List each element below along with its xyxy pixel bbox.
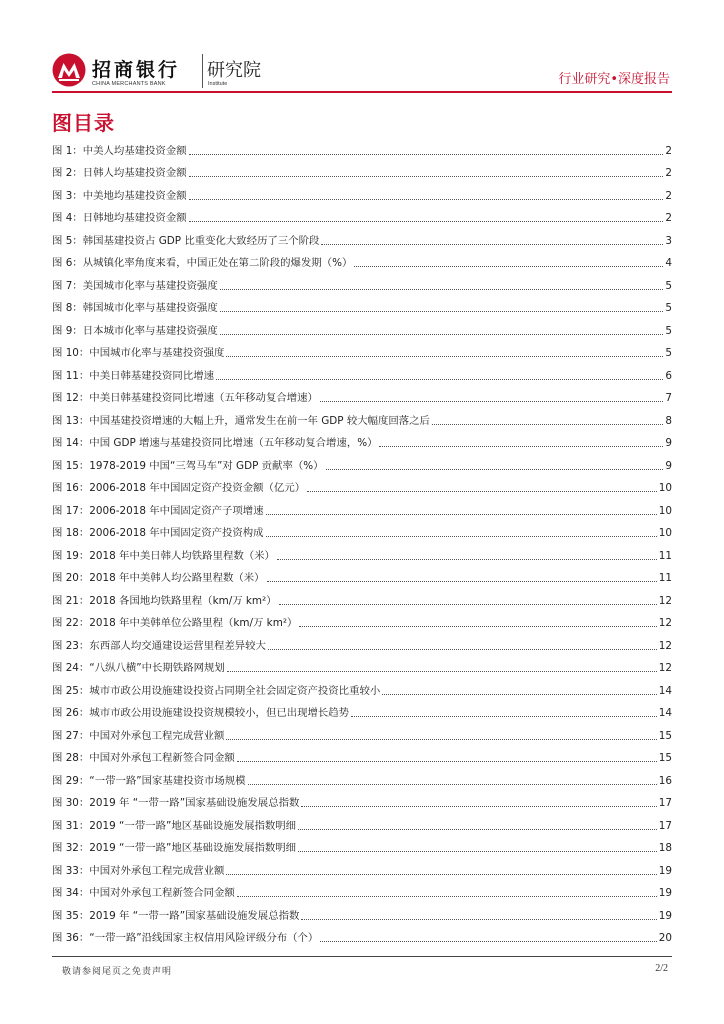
- toc-entry-label: 图 29：“一带一路”国家基建投资市场规模: [52, 774, 246, 787]
- toc-dot-leader: [227, 671, 657, 672]
- toc-entry[interactable]: [52, 924, 672, 947]
- toc-dot-leader: [301, 919, 656, 920]
- toc-entry[interactable]: [52, 766, 672, 789]
- toc-entry[interactable]: [52, 901, 672, 924]
- toc-dot-leader: [216, 379, 663, 380]
- toc-entry-label: 图 6：从城镇化率角度来看，中国正处在第二阶段的爆发期（%）: [52, 257, 353, 269]
- toc-entry[interactable]: [52, 811, 672, 834]
- toc-dot-leader: [298, 851, 657, 852]
- toc-entry-page: 2: [665, 189, 672, 202]
- toc-entry[interactable]: [52, 136, 672, 159]
- toc-entry-page: 15: [658, 752, 672, 764]
- toc-entry[interactable]: [52, 609, 672, 632]
- toc-entry-page: 4: [665, 257, 672, 269]
- toc-dot-leader: [226, 739, 656, 740]
- toc-dot-leader: [237, 761, 657, 762]
- page-header: [0, 0, 724, 100]
- toc-entry[interactable]: [52, 181, 672, 204]
- toc-entry[interactable]: [52, 474, 672, 497]
- toc-dot-leader: [248, 784, 657, 785]
- toc-entry-label: 图 2：日韩人均基建投资金额: [52, 167, 187, 179]
- toc-dot-leader: [320, 941, 656, 942]
- toc-entry-page: 16: [658, 774, 672, 787]
- toc-entry-label: 图 10：中国城市化率与基建投资强度: [52, 347, 225, 359]
- toc-entry-page: 17: [658, 797, 672, 809]
- toc-entry[interactable]: [52, 226, 672, 249]
- toc-entry-label: 图 12：中美日韩基建投资同比增速（五年移动复合增速）: [52, 392, 318, 404]
- toc-dot-leader: [379, 446, 663, 447]
- toc-entry-label: 图 33：中国对外承包工程完成营业额: [52, 864, 225, 877]
- toc-entry[interactable]: [52, 204, 672, 227]
- footer-divider: [52, 956, 672, 957]
- toc-entry[interactable]: [52, 519, 672, 542]
- toc-dot-leader: [432, 424, 663, 425]
- toc-entry[interactable]: [52, 249, 672, 272]
- toc-entry-label: 图 14：中国 GDP 增速与基建投资同比增速（五年移动复合增速，%）: [52, 437, 378, 449]
- toc-entry-label: 图 35：2019 年 “一带一路”国家基础设施发展总指数: [52, 909, 300, 922]
- toc-entry-page: 10: [658, 504, 672, 517]
- toc-entry[interactable]: [52, 856, 672, 879]
- toc-entry[interactable]: [52, 271, 672, 294]
- toc-entry-page: 2: [665, 144, 672, 157]
- toc-dot-leader: [237, 896, 657, 897]
- toc-dot-leader: [226, 874, 656, 875]
- toc-entry[interactable]: [52, 316, 672, 339]
- logo-english-name: CHINA MERCHANTS BANK: [92, 81, 166, 87]
- toc-dot-leader: [189, 176, 664, 177]
- toc-dot-leader: [220, 311, 664, 312]
- toc-entry-label: 图 18：2006-2018 年中国固定资产投资构成: [52, 527, 264, 539]
- toc-entry-label: 图 23：东西部人均交通建设运营里程差异较大: [52, 639, 266, 652]
- toc-entry-label: 图 31：2019 “一带一路”地区基础设施发展指数明细: [52, 819, 297, 832]
- toc-dot-leader: [354, 266, 663, 267]
- toc-entry-page: 19: [658, 909, 672, 922]
- toc-dot-leader: [279, 604, 657, 605]
- toc-entry-page: 19: [658, 887, 672, 899]
- toc-entry-page: 12: [658, 639, 672, 652]
- toc-entry-label: 图 9：日本城市化率与基建投资强度: [52, 324, 218, 337]
- figure-list: [52, 136, 672, 946]
- toc-entry-label: 图 1：中美人均基建投资金额: [52, 144, 187, 157]
- toc-dot-leader: [266, 536, 657, 537]
- institute-chinese-name: 研究院: [207, 60, 261, 81]
- toc-entry[interactable]: [52, 361, 672, 384]
- toc-dot-leader: [267, 581, 657, 582]
- toc-entry-page: 20: [658, 932, 672, 944]
- toc-entry-page: 14: [658, 684, 672, 697]
- toc-entry-label: 图 20：2018 年中美韩人均公路里程数（米）: [52, 572, 265, 584]
- toc-entry-label: 图 36：“一带一路”沿线国家主权信用风险评级分布（个）: [52, 932, 319, 944]
- toc-entry-page: 10: [658, 482, 672, 494]
- toc-entry-page: 12: [658, 594, 672, 607]
- toc-dot-leader: [298, 829, 657, 830]
- toc-entry[interactable]: [52, 294, 672, 317]
- toc-entry-label: 图 11：中美日韩基建投资同比增速: [52, 369, 214, 382]
- toc-entry-page: 10: [658, 527, 672, 539]
- toc-dot-leader: [189, 154, 664, 155]
- toc-entry-page: 18: [658, 842, 672, 854]
- toc-entry-page: 14: [658, 707, 672, 719]
- toc-entry-page: 17: [658, 819, 672, 832]
- toc-entry[interactable]: [52, 384, 672, 407]
- toc-entry-page: 5: [665, 279, 672, 292]
- toc-entry-page: 3: [665, 234, 672, 247]
- toc-entry[interactable]: [52, 789, 672, 812]
- toc-dot-leader: [220, 289, 664, 290]
- report-type-label: 行业研究•深度报告: [558, 72, 670, 87]
- toc-entry-label: 图 27：中国对外承包工程完成营业额: [52, 729, 225, 742]
- toc-entry-page: 2: [665, 212, 672, 224]
- toc-entry[interactable]: [52, 699, 672, 722]
- toc-entry[interactable]: [52, 339, 672, 362]
- toc-entry-label: 图 19：2018 年中美日韩人均铁路里程数（米）: [52, 549, 275, 562]
- toc-entry-label: 图 4：日韩地均基建投资金额: [52, 212, 187, 224]
- toc-entry-page: 8: [665, 414, 672, 427]
- toc-entry-page: 19: [658, 864, 672, 877]
- toc-entry-page: 11: [658, 572, 672, 584]
- header-divider: [52, 91, 672, 93]
- toc-entry-page: 5: [665, 324, 672, 337]
- institute-english-name: Institute: [208, 81, 228, 87]
- toc-entry[interactable]: [52, 631, 672, 654]
- toc-entry-page: 15: [658, 729, 672, 742]
- toc-entry-label: 图 8：韩国城市化率与基建投资强度: [52, 302, 218, 314]
- toc-dot-leader: [189, 221, 664, 222]
- toc-entry[interactable]: [52, 429, 672, 452]
- logo-divider: [202, 54, 203, 88]
- toc-entry[interactable]: [52, 676, 672, 699]
- toc-entry-label: 图 21：2018 各国地均铁路里程（km/万 km²）: [52, 594, 277, 607]
- toc-entry-page: 9: [665, 437, 672, 449]
- toc-entry-page: 5: [665, 347, 672, 359]
- toc-entry[interactable]: [52, 406, 672, 429]
- toc-dot-leader: [326, 469, 664, 470]
- toc-entry[interactable]: [52, 721, 672, 744]
- toc-entry-label: 图 32：2019 “一带一路”地区基础设施发展指数明细: [52, 842, 297, 854]
- toc-dot-leader: [220, 334, 664, 335]
- page-number: 2/2: [655, 963, 668, 974]
- toc-entry-label: 图 5：韩国基建投资占 GDP 比重变化大致经历了三个阶段: [52, 234, 320, 247]
- toc-dot-leader: [299, 626, 656, 627]
- cmb-logo-icon: [52, 53, 86, 87]
- toc-entry[interactable]: [52, 654, 672, 677]
- toc-entry-label: 图 3：中美地均基建投资金额: [52, 189, 187, 202]
- toc-entry[interactable]: [52, 496, 672, 519]
- toc-title: 图目录: [52, 111, 115, 135]
- toc-entry-page: 12: [658, 617, 672, 629]
- toc-entry-page: 6: [665, 369, 672, 382]
- toc-entry-page: 9: [665, 459, 672, 472]
- toc-entry-page: 7: [665, 392, 672, 404]
- toc-dot-leader: [307, 491, 657, 492]
- toc-entry-page: 5: [665, 302, 672, 314]
- toc-entry-label: 图 30：2019 年 “一带一路”国家基础设施发展总指数: [52, 797, 300, 809]
- toc-dot-leader: [301, 806, 656, 807]
- toc-dot-leader: [382, 694, 657, 695]
- toc-entry-label: 图 28：中国对外承包工程新签合同金额: [52, 752, 235, 764]
- toc-entry[interactable]: [52, 564, 672, 587]
- toc-dot-leader: [320, 401, 663, 402]
- toc-dot-leader: [268, 649, 657, 650]
- toc-entry-label: 图 7：美国城市化率与基建投资强度: [52, 279, 218, 292]
- toc-entry-label: 图 24：“八纵八横”中长期铁路网规划: [52, 662, 225, 674]
- toc-entry-label: 图 22：2018 年中美韩单位公路里程（km/万 km²）: [52, 617, 298, 629]
- toc-dot-leader: [351, 716, 657, 717]
- toc-entry[interactable]: [52, 451, 672, 474]
- toc-entry-page: 2: [665, 167, 672, 179]
- toc-entry-label: 图 15：1978-2019 中国“三驾马车”对 GDP 贡献率（%）: [52, 459, 324, 472]
- toc-entry-label: 图 26：城市市政公用设施建设投资规模较小，但已出现增长趋势: [52, 707, 350, 719]
- toc-dot-leader: [226, 356, 663, 357]
- toc-entry[interactable]: [52, 159, 672, 182]
- toc-entry-page: 11: [658, 549, 672, 562]
- toc-entry-label: 图 17：2006-2018 年中国固定资产子项增速: [52, 504, 264, 517]
- toc-entry-label: 图 25：城市市政公用设施建设投资占同期全社会固定资产投资比重较小: [52, 684, 381, 697]
- toc-entry-label: 图 16：2006-2018 年中国固定资产投资金额（亿元）: [52, 482, 306, 494]
- toc-entry-page: 12: [658, 662, 672, 674]
- toc-entry[interactable]: [52, 744, 672, 767]
- toc-dot-leader: [277, 559, 657, 560]
- toc-entry[interactable]: [52, 541, 672, 564]
- footer-disclaimer: 敬请参阅尾页之免责声明: [62, 967, 173, 977]
- logo-chinese-name: 招商银行: [92, 59, 181, 81]
- toc-dot-leader: [266, 514, 657, 515]
- toc-entry-label: 图 13：中国基建投资增速的大幅上升，通常发生在前一年 GDP 较大幅度回落之后: [52, 414, 430, 427]
- toc-entry[interactable]: [52, 879, 672, 902]
- toc-entry-label: 图 34：中国对外承包工程新签合同金额: [52, 887, 235, 899]
- toc-dot-leader: [189, 199, 664, 200]
- toc-dot-leader: [321, 244, 663, 245]
- toc-entry[interactable]: [52, 834, 672, 857]
- toc-entry[interactable]: [52, 586, 672, 609]
